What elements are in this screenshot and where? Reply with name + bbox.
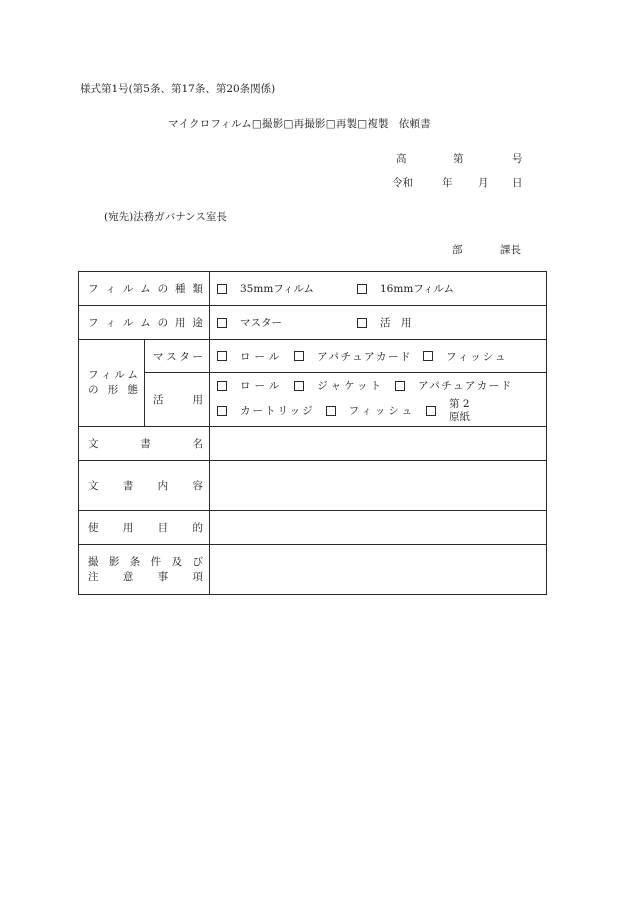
checkbox-reshooting[interactable]: □ [283,118,294,130]
row-film-use [79,306,547,340]
form-number: 様式第1号(第5条、第17条、第20条関係) [80,83,276,95]
title-part: 再製 [335,118,358,130]
date-month: 月 [478,177,489,189]
checkbox-fiche[interactable] [423,351,433,361]
checkbox-jacket[interactable] [294,381,304,391]
checkbox-aperture-card-2[interactable] [395,381,405,391]
checkbox-16mm[interactable] [357,284,367,294]
option-jacket[interactable]: ジャケット [294,378,384,393]
checkbox-remake[interactable]: □ [325,118,336,130]
checkbox-fiche-2[interactable] [326,406,336,416]
row-document-name [79,427,547,461]
document-name-field[interactable] [210,427,547,461]
checkbox-master[interactable] [217,318,227,328]
checkbox-shooting[interactable]: □ [251,118,263,130]
option-utilize[interactable]: 活 用 [357,315,412,330]
checkbox-utilize[interactable] [357,318,367,328]
option-35mm[interactable]: 35mmフィルム [217,281,357,296]
title-part: 再撮影 [293,118,326,130]
checkbox-aperture-card[interactable] [294,351,304,361]
row-film-form-master [79,340,547,373]
film-form-label: フ ィ ル ム の 形 態 [88,369,138,396]
film-type-label: フ ィ ル ム の 種 類 [88,283,203,295]
conditions-label: 撮 影 条 件 及 び 注 意 事 項 [88,555,203,583]
title-part: マイクロフィルム [168,118,252,130]
ref-go: 号 [512,153,523,165]
addressee: (宛先)法務ガバナンス室長 [104,211,227,223]
utilize-sublabel: 活 用 [153,394,203,406]
option-second-original[interactable] [426,398,470,424]
date-day: 日 [512,177,523,189]
ref-prefix: 高 [396,153,407,165]
ref-dai: 第 [453,153,464,165]
row-purpose [79,511,547,545]
title-part: 依頼書 [398,118,431,130]
checkbox-35mm[interactable] [217,284,227,294]
purpose-label: 使 用 目 的 [88,522,203,534]
option-aperture-card-2[interactable]: アパチュアカード [395,378,513,393]
option-aperture-card[interactable]: アパチュアカード [294,349,412,364]
conditions-field[interactable] [210,545,547,595]
row-document-content [79,461,547,511]
master-sublabel: マ ス タ ー [153,350,203,363]
option-cartridge[interactable]: カートリッジ [217,403,315,418]
option-roll-2[interactable]: ロール [217,378,283,393]
title-part: 複製 [367,118,389,130]
document-content-label: 文 書 内 容 [88,480,203,492]
option-fiche-2[interactable]: フィッシュ [326,403,415,418]
date-era: 令和 [392,177,413,189]
film-use-label: フ ィ ル ム の 用 途 [88,317,203,329]
document-name-label: 文 書 名 [88,438,203,450]
purpose-field[interactable] [210,511,547,545]
option-master[interactable]: マスター [217,315,357,330]
row-film-type [79,272,547,306]
option-fiche[interactable]: フィッシュ [423,349,507,364]
checkbox-duplicate[interactable]: □ [357,118,368,130]
request-form-table [78,271,547,595]
checkbox-roll[interactable] [217,351,227,361]
date-year: 年 [442,177,453,189]
dept-bu: 部 [452,244,463,256]
document-content-field[interactable] [210,461,547,511]
form-title [168,116,431,131]
row-conditions [79,545,547,595]
checkbox-cartridge[interactable] [217,406,227,416]
dept-kacho: 課長 [500,244,521,256]
second-original-line2: 原紙 [449,410,471,423]
checkbox-roll-2[interactable] [217,381,227,391]
second-original-line1: 第 2 [449,397,470,410]
option-roll[interactable]: ロール [217,349,283,364]
checkbox-second-original[interactable] [426,406,436,416]
option-16mm[interactable]: 16mmフィルム [357,281,454,296]
row-film-form-utilize [79,373,547,427]
title-part: 撮影 [262,118,284,130]
